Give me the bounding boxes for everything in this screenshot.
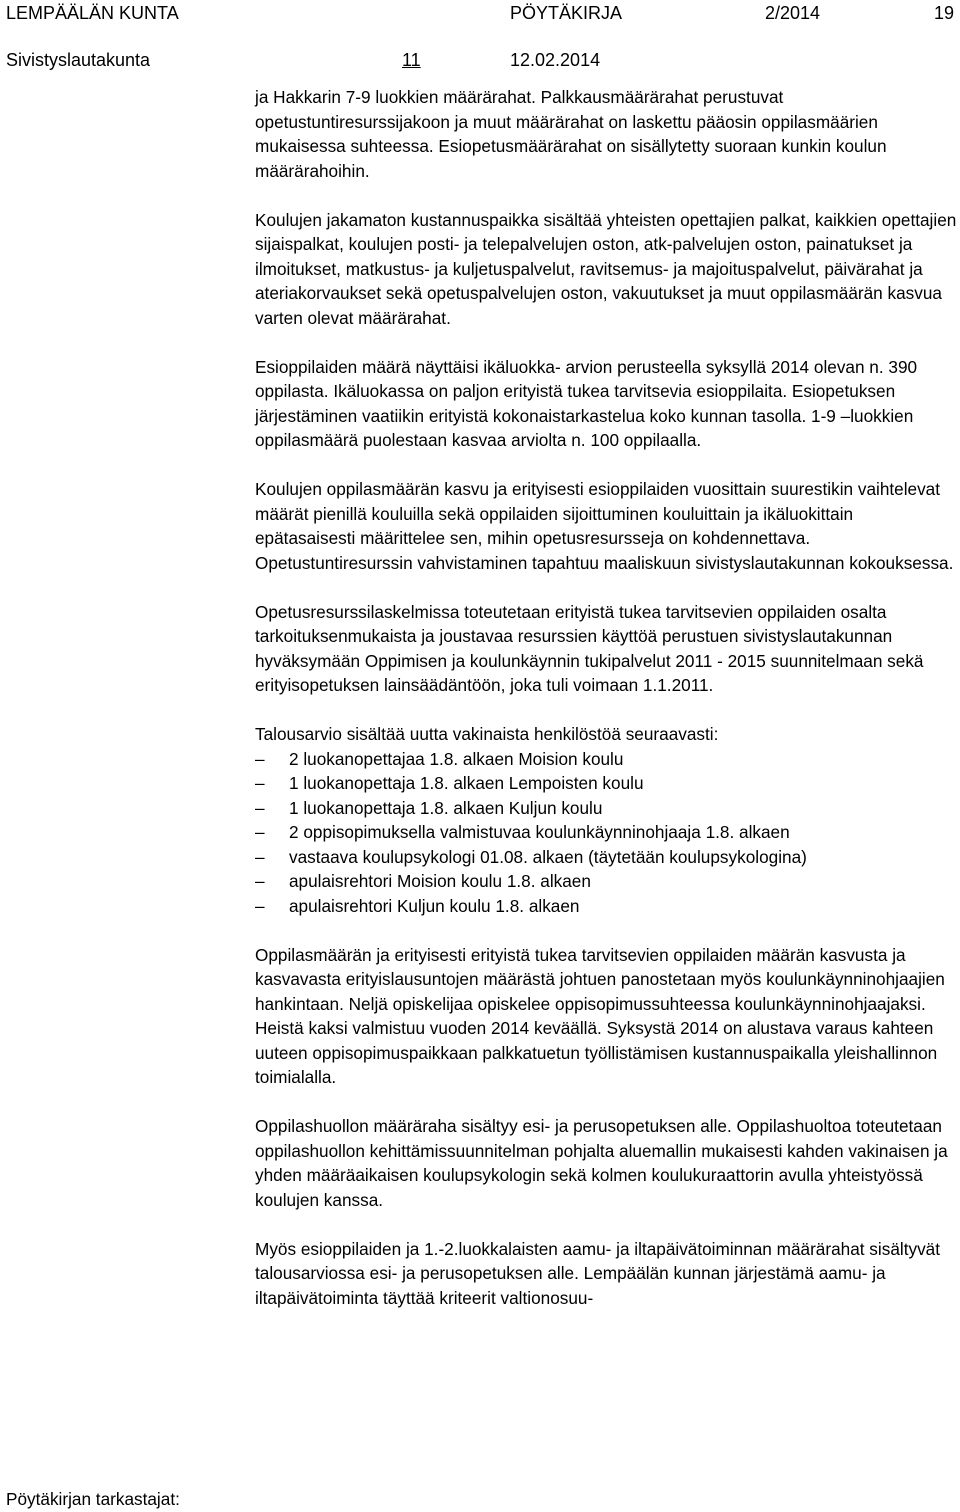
document-body [255,85,957,1335]
page-number: 19 [934,3,955,23]
paragraph-1: ja Hakkarin 7-9 luokkien määrärahat. Palkkausmäärärahat perustuvat opetustuntiresurssijakoon ja muut määrärahat on laskettu pääosin oppilasmäärien mukaisessa suhteessa. Esiopetusmäärärahat on sisällytetty suoraan kunkin koulun määrärahoihin. [255,87,887,181]
list-item: – apulaisrehtori Moision koulu 1.8. alkaen [255,869,957,894]
document-type: PÖYTÄKIRJA [510,3,623,23]
section-number: 11 [402,50,421,70]
list-item: – vastaava koulupsykologi 01.08. alkaen (täytetään koulupsykologina) [255,845,957,870]
dash-icon: – [255,822,265,842]
paragraph-3: Esioppilaiden määrä näyttäisi ikäluokka- arvion perusteella syksyllä 2014 olevan n. 390 oppilasta. Ikäluokassa on paljon erityistä tukea tarvitsevia esioppilaita. Esiopetuksen järjestäminen vaatiikin erityistä kokonaistarkastelua koko kunnan tasolla. 1-9 –luokkien oppilasmäärä puolestaan kasvaa arviolta n. 100 oppilaalla. [255,356,918,450]
list-item: – 1 luokanopettaja 1.8. alkaen Lempoisten koulu [255,771,957,796]
list-item: – 1 luokanopettaja 1.8. alkaen Kuljun koulu [255,796,957,821]
dash-icon: – [255,846,265,867]
meeting-date: 12.02.2014 [510,50,601,70]
dash-icon: – [255,773,265,793]
paragraph-4: Koulujen oppilasmäärän kasvu ja erityisesti esioppilaiden vuosittain suurestikin vaihtelevat määrät pienillä kouluilla sekä oppilaiden sijoittuminen kouluittain ja ikäluokittain epätasaisesti määrittelee sen, mihin opetusresursseja on kohdennettava. Opetustuntiresurssin vahvistaminen tapahtuu maaliskuun sivistyslautakunnan kokouksessa. [255,479,954,573]
dash-icon: – [255,871,265,891]
staff-list [255,747,957,919]
list-item: – apulaisrehtori Kuljun koulu 1.8. alkaen [255,894,957,919]
dash-icon: – [255,797,265,818]
municipality-name: LEMPÄÄLÄN KUNTA [6,3,179,23]
committee-name: Sivistyslautakunta [6,50,151,70]
paragraph-6: Oppilasmäärän ja erityisesti erityistä tukea tarvitsevien oppilaiden määrän kasvusta ja kasvavasta erityislausuntojen määrästä johtuen panostetaan myös koulunkäynninohjaajien hankintaan. Neljä opiskelijaa opiskelee oppisopimussuhteessa koulunkäynninohjaajaksi. Heistä kaksi valmistuu vuoden 2014 keväällä. Syksystä 2014 on alustava varaus kahteen uuteen oppisopimuspaikkaan palkkatuetun työllistämisen kustannuspaikalla yleishallinnon toimialalla. [255,944,945,1087]
document-number: 2/2014 [765,3,821,23]
list-item: – 2 luokanopettajaa 1.8. alkaen Moision koulu [255,747,957,772]
reviewers-label: Pöytäkirjan tarkastajat: [6,1489,180,1509]
paragraph-8: Myös esioppilaiden ja 1.-2.luokkalaisten aamu- ja iltapäivätoiminnan määrärahat sisältyvät talousarviossa esi- ja perusopetuksen alle. Lempäälän kunnan järjestämä aamu- ja iltapäivätoiminta täyttää kriteerit valtionosuu- [255,1238,940,1308]
list-item: – 2 oppisopimuksella valmistuvaa koulunkäynninohjaaja 1.8. alkaen [255,820,957,845]
dash-icon: – [255,895,265,916]
paragraph-5: Opetusresurssilaskelmissa toteutetaan erityistä tukea tarvitsevien oppilaiden osalta tarkoituksenmukaista ja joustavaa resurssien käyttöä perustuen sivistyslautakunnan hyväksymään Oppimisen ja koulunkäynnin tukipalvelut 2011 - 2015 suunnitelmaan sekä erityisopetuksen lainsäädäntöön, joka tuli voimaan 1.1.2011. [255,601,924,695]
paragraph-2: Koulujen jakamaton kustannuspaikka sisältää yhteisten opettajien palkat, kaikkien opettajien sijaispalkat, koulujen posti- ja telepalvelujen oston, atk-palvelujen oston, painatukset ja ilmoitukset, matkustus- ja kuljetuspalvelut, ravitsemus- ja majoituspalvelut, päivärahat ja ateriakorvaukset sekä opetuspalvelujen oston, vakuutukset ja muut oppilasmäärän kasvua varten olevat määrärahat. [255,209,957,328]
staff-list-intro: Talousarvio sisältää uutta vakinaista henkilöstöä seuraavasti: [255,724,719,744]
paragraph-7: Oppilashuollon määräraha sisältyy esi- ja perusopetuksen alle. Oppilashuoltoa toteutetaan oppilashuollon kehittämissuunnitelman pohjalta aluemallin mukaisesti kahden vakinaisen ja yhden määräaikaisen koulupsykologin sekä kolmen koulukuraattorin avulla yhteistyössä koulujen kanssa. [255,1116,948,1210]
dash-icon: – [255,748,265,769]
